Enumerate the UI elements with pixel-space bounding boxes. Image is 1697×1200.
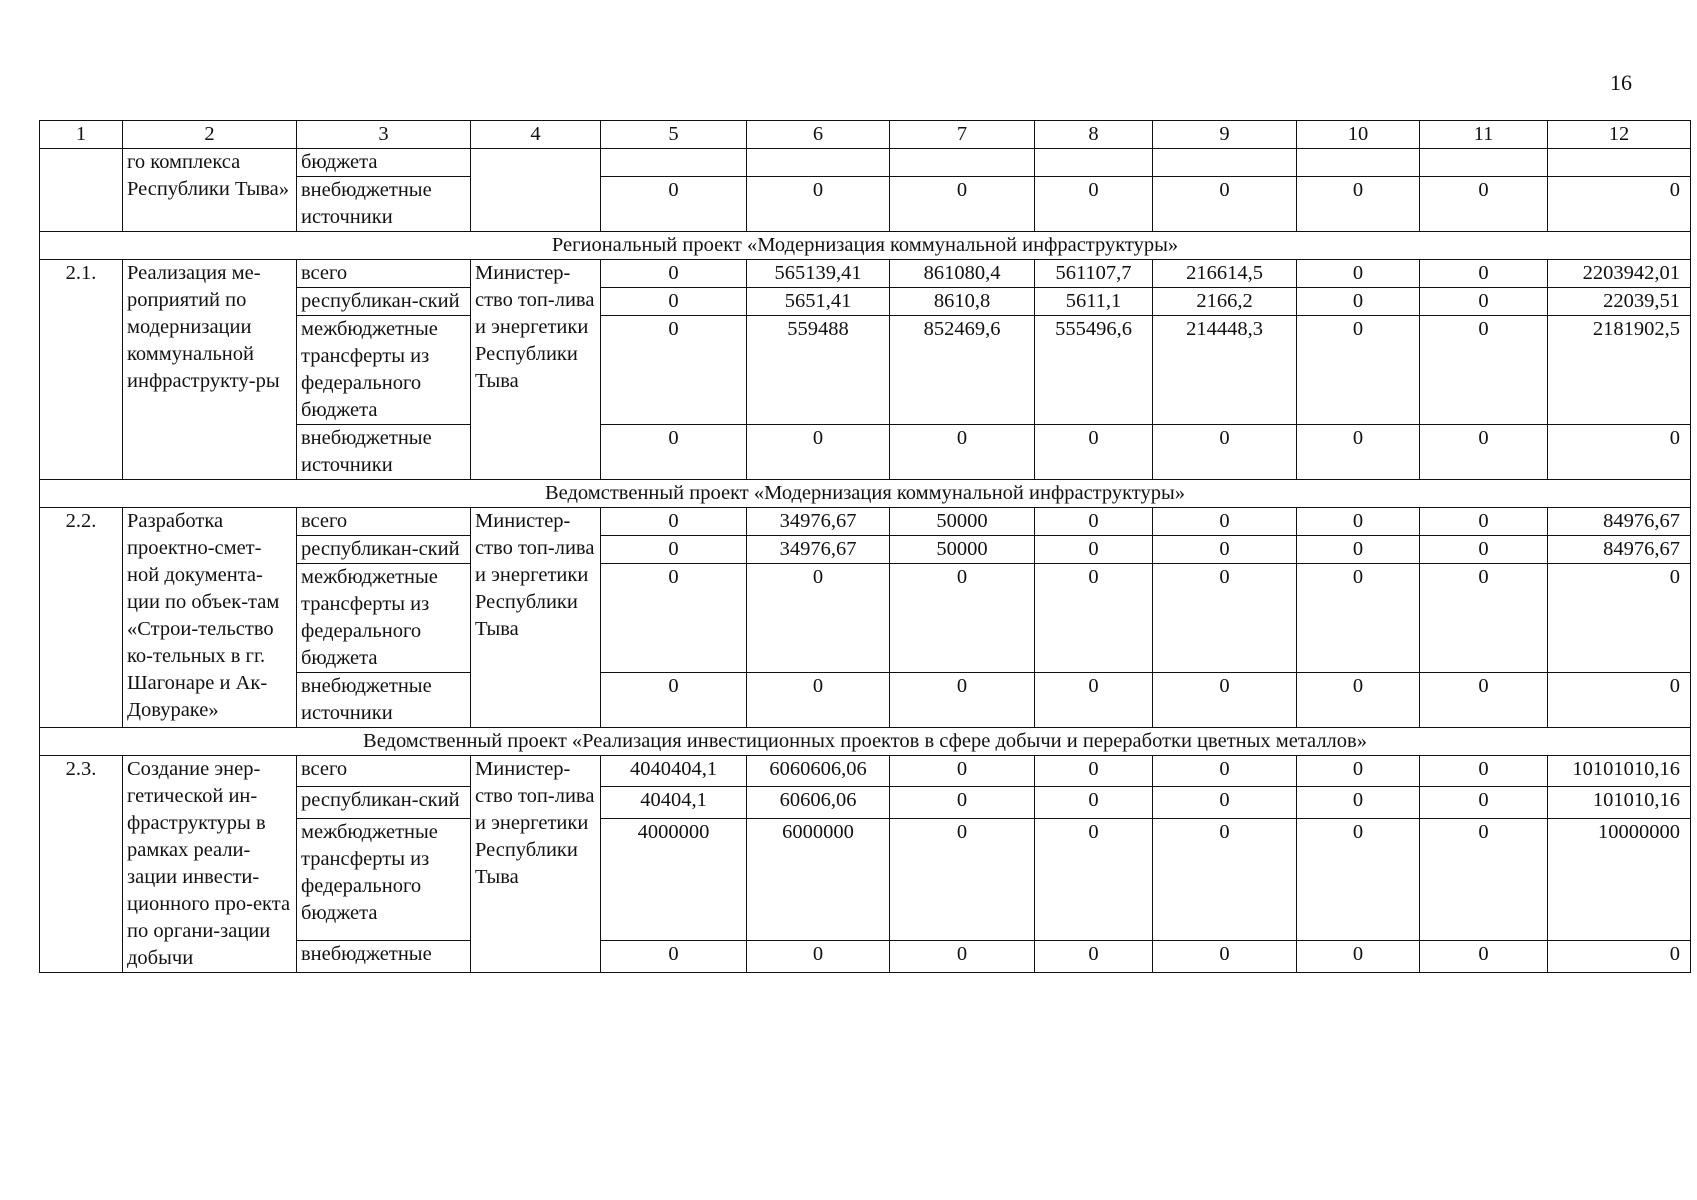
measure-name-cell: Создание энер-гетической ин-фраструктуры в рамках реали-зации инвести-ционного про-екта по органи-зации добычи	[123, 756, 297, 973]
section-title: Региональный проект «Модернизация коммунальной инфраструктуры»	[40, 232, 1691, 260]
section-title-row	[40, 480, 1691, 508]
section-title-row	[40, 232, 1691, 260]
column-number-8: 8	[1035, 121, 1153, 149]
amount-cell: 0	[601, 508, 747, 536]
page-number: 16	[1610, 70, 1632, 95]
amount-cell: 852469,6	[890, 316, 1035, 425]
amount-cell	[1420, 149, 1548, 177]
amount-cell: 0	[1297, 177, 1420, 232]
table-row	[40, 260, 1691, 288]
funding-source-cell: республикан-ский	[297, 536, 471, 564]
funding-source-cell: республикан-ский	[297, 787, 471, 818]
amount-cell: 0	[890, 787, 1035, 818]
row-index-cell: 2.1.	[40, 260, 123, 480]
amount-cell: 0	[1297, 756, 1420, 787]
column-number-7: 7	[890, 121, 1035, 149]
funding-source-cell: всего	[297, 756, 471, 787]
amount-cell: 0	[1548, 177, 1691, 232]
amount-cell: 0	[1035, 818, 1153, 941]
section-title: Ведомственный проект «Модернизация коммунальной инфраструктуры»	[40, 480, 1691, 508]
amount-cell: 0	[1297, 288, 1420, 316]
funding-table	[39, 120, 1691, 973]
amount-cell: 0	[1035, 177, 1153, 232]
amount-cell: 5651,41	[747, 288, 890, 316]
amount-cell: 84976,67	[1548, 536, 1691, 564]
column-number-9: 9	[1153, 121, 1297, 149]
amount-cell: 0	[1548, 941, 1691, 973]
executor-cell: Министер-ство топ-лива и энергетики Республики Тыва	[471, 756, 601, 973]
column-number-row	[40, 121, 1691, 149]
amount-cell: 4000000	[601, 818, 747, 941]
amount-cell: 50000	[890, 536, 1035, 564]
row-index-cell	[40, 149, 123, 232]
amount-cell: 0	[1420, 787, 1548, 818]
amount-cell: 0	[890, 425, 1035, 480]
column-number-4: 4	[471, 121, 601, 149]
amount-cell: 0	[1153, 425, 1297, 480]
amount-cell: 0	[1153, 177, 1297, 232]
amount-cell: 0	[890, 564, 1035, 673]
amount-cell: 2181902,5	[1548, 316, 1691, 425]
table-row	[40, 149, 1691, 177]
amount-cell: 0	[1035, 425, 1153, 480]
executor-cell: Министер-ство топ-лива и энергетики Республики Тыва	[471, 260, 601, 480]
amount-cell	[890, 149, 1035, 177]
amount-cell: 0	[747, 425, 890, 480]
funding-source-cell: межбюджетные трансферты из федерального бюджета	[297, 316, 471, 425]
amount-cell: 0	[890, 756, 1035, 787]
amount-cell	[1153, 149, 1297, 177]
amount-cell: 2203942,01	[1548, 260, 1691, 288]
amount-cell: 0	[1420, 818, 1548, 941]
amount-cell: 10101010,16	[1548, 756, 1691, 787]
amount-cell: 4040404,1	[601, 756, 747, 787]
table-body	[40, 121, 1691, 973]
amount-cell: 0	[1548, 564, 1691, 673]
amount-cell: 0	[601, 673, 747, 728]
amount-cell: 0	[1297, 941, 1420, 973]
amount-cell: 5611,1	[1035, 288, 1153, 316]
amount-cell: 0	[601, 260, 747, 288]
funding-source-cell: республикан-ский	[297, 288, 471, 316]
amount-cell: 0	[1035, 508, 1153, 536]
amount-cell: 0	[1153, 818, 1297, 941]
amount-cell: 0	[1420, 260, 1548, 288]
amount-cell: 0	[1420, 177, 1548, 232]
amount-cell: 0	[1153, 564, 1297, 673]
amount-cell: 0	[747, 177, 890, 232]
amount-cell: 0	[1297, 260, 1420, 288]
column-number-3: 3	[297, 121, 471, 149]
amount-cell: 0	[1297, 536, 1420, 564]
section-title-row	[40, 728, 1691, 756]
amount-cell: 0	[890, 941, 1035, 973]
amount-cell: 0	[1420, 941, 1548, 973]
amount-cell: 0	[747, 564, 890, 673]
measure-name-cell: Реализация ме-роприятий по модернизации коммунальной инфраструкту-ры	[123, 260, 297, 480]
amount-cell: 561107,7	[1035, 260, 1153, 288]
section-title: Ведомственный проект «Реализация инвестиционных проектов в сфере добычи и переработки цветных металлов»	[40, 728, 1691, 756]
amount-cell	[601, 149, 747, 177]
table-row	[40, 756, 1691, 787]
amount-cell: 0	[1153, 941, 1297, 973]
amount-cell	[1297, 149, 1420, 177]
amount-cell: 0	[1420, 508, 1548, 536]
amount-cell: 0	[601, 316, 747, 425]
table-row	[40, 508, 1691, 536]
amount-cell: 0	[1035, 536, 1153, 564]
row-index-cell: 2.3.	[40, 756, 123, 973]
amount-cell: 0	[1297, 316, 1420, 425]
amount-cell: 0	[1420, 564, 1548, 673]
funding-source-cell: бюджета	[297, 149, 471, 177]
funding-source-cell: межбюджетные трансферты из федерального бюджета	[297, 564, 471, 673]
amount-cell: 40404,1	[601, 787, 747, 818]
amount-cell: 0	[890, 818, 1035, 941]
amount-cell: 22039,51	[1548, 288, 1691, 316]
amount-cell: 861080,4	[890, 260, 1035, 288]
amount-cell: 0	[1548, 673, 1691, 728]
column-number-10: 10	[1297, 121, 1420, 149]
funding-source-cell: внебюджетные источники	[297, 425, 471, 480]
funding-source-cell: всего	[297, 260, 471, 288]
amount-cell: 34976,67	[747, 536, 890, 564]
funding-source-cell: внебюджетные источники	[297, 177, 471, 232]
amount-cell: 60606,06	[747, 787, 890, 818]
amount-cell: 10000000	[1548, 818, 1691, 941]
amount-cell: 0	[601, 288, 747, 316]
amount-cell: 0	[1153, 787, 1297, 818]
amount-cell: 0	[1548, 425, 1691, 480]
amount-cell: 216614,5	[1153, 260, 1297, 288]
amount-cell: 0	[1420, 425, 1548, 480]
amount-cell: 559488	[747, 316, 890, 425]
amount-cell	[1548, 149, 1691, 177]
amount-cell: 0	[1420, 536, 1548, 564]
row-index-cell: 2.2.	[40, 508, 123, 728]
executor-cell: Министер-ство топ-лива и энергетики Республики Тыва	[471, 508, 601, 728]
amount-cell: 2166,2	[1153, 288, 1297, 316]
column-number-5: 5	[601, 121, 747, 149]
amount-cell: 0	[1420, 756, 1548, 787]
amount-cell: 50000	[890, 508, 1035, 536]
funding-source-cell: внебюджетные	[297, 941, 471, 973]
amount-cell: 0	[1153, 756, 1297, 787]
amount-cell: 0	[601, 177, 747, 232]
amount-cell: 0	[1297, 673, 1420, 728]
column-number-12: 12	[1548, 121, 1691, 149]
amount-cell	[747, 149, 890, 177]
amount-cell: 0	[1297, 818, 1420, 941]
amount-cell: 0	[601, 941, 747, 973]
amount-cell: 6000000	[747, 818, 890, 941]
column-number-1: 1	[40, 121, 123, 149]
amount-cell: 0	[601, 425, 747, 480]
amount-cell: 0	[890, 177, 1035, 232]
amount-cell: 34976,67	[747, 508, 890, 536]
amount-cell: 0	[1153, 673, 1297, 728]
amount-cell: 6060606,06	[747, 756, 890, 787]
amount-cell: 0	[1297, 564, 1420, 673]
amount-cell: 214448,3	[1153, 316, 1297, 425]
amount-cell: 0	[1420, 316, 1548, 425]
amount-cell: 0	[1035, 756, 1153, 787]
amount-cell: 0	[747, 941, 890, 973]
amount-cell: 0	[1035, 787, 1153, 818]
amount-cell: 8610,8	[890, 288, 1035, 316]
measure-name-cell: Разработка проектно-смет-ной документа-ции по объек-там «Строи-тельство ко-тельных в гг. Шагонаре и Ак-Довураке»	[123, 508, 297, 728]
amount-cell: 0	[1153, 508, 1297, 536]
amount-cell: 555496,6	[1035, 316, 1153, 425]
amount-cell: 0	[1297, 787, 1420, 818]
funding-source-cell: межбюджетные трансферты из федерального бюджета	[297, 818, 471, 941]
column-number-2: 2	[123, 121, 297, 149]
amount-cell: 0	[1035, 673, 1153, 728]
column-number-11: 11	[1420, 121, 1548, 149]
measure-name-cell: го комплекса Республики Тыва»	[123, 149, 297, 232]
amount-cell: 0	[1420, 288, 1548, 316]
amount-cell: 0	[601, 536, 747, 564]
funding-source-cell: всего	[297, 508, 471, 536]
amount-cell: 565139,41	[747, 260, 890, 288]
amount-cell: 0	[1153, 536, 1297, 564]
funding-source-cell: внебюджетные источники	[297, 673, 471, 728]
amount-cell: 0	[1035, 941, 1153, 973]
amount-cell: 0	[890, 673, 1035, 728]
amount-cell: 0	[747, 673, 890, 728]
amount-cell: 0	[1297, 508, 1420, 536]
column-number-6: 6	[747, 121, 890, 149]
amount-cell	[1035, 149, 1153, 177]
amount-cell: 0	[1420, 673, 1548, 728]
amount-cell: 101010,16	[1548, 787, 1691, 818]
amount-cell: 0	[601, 564, 747, 673]
executor-cell	[471, 149, 601, 232]
amount-cell: 84976,67	[1548, 508, 1691, 536]
amount-cell: 0	[1297, 425, 1420, 480]
amount-cell: 0	[1035, 564, 1153, 673]
